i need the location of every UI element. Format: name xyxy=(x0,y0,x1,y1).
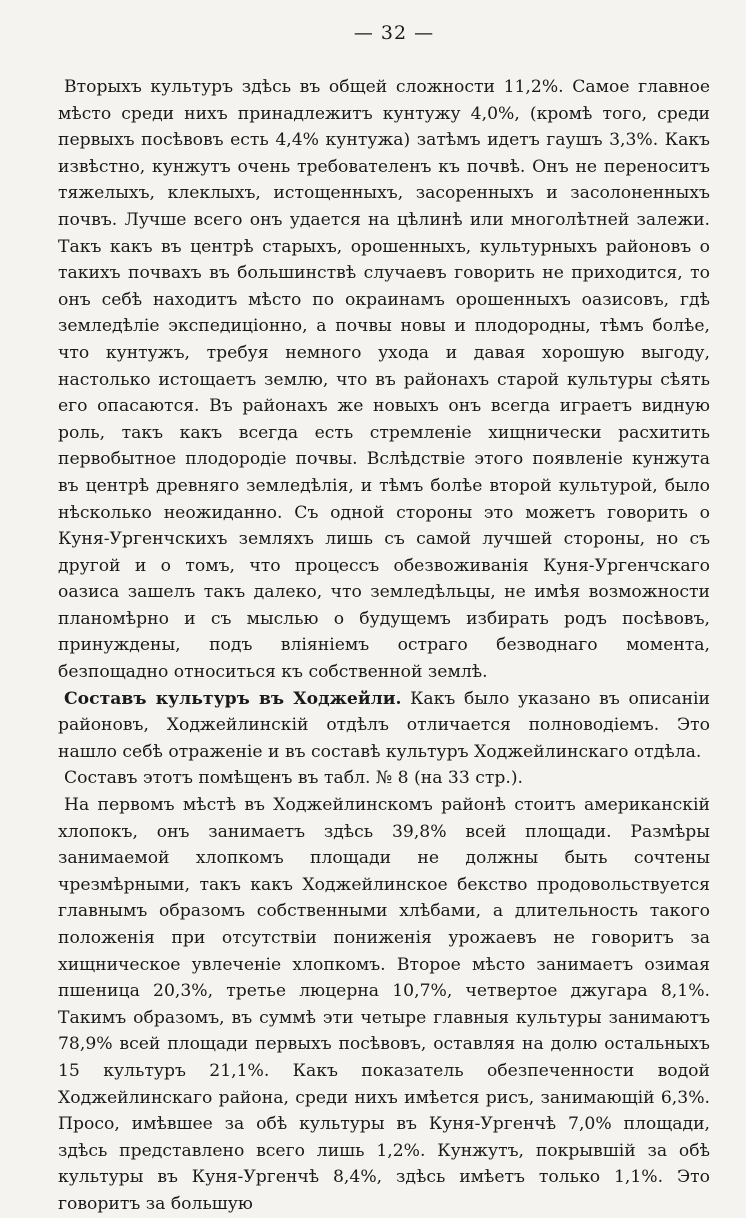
page-number: — 32 — xyxy=(353,22,435,44)
paragraph-4: На первомъ мѣстѣ въ Ходжейлинскомъ районѣ стоитъ американскій хлопокъ, онъ занимаетъ здѣсь 39,8% всей площади. Размѣры занимаемой хлопкомъ площади не должны быть сочтены чрезмѣрными, такъ какъ Ходжейлинское бекство продовольствуется главнымъ образомъ собственными хлѣбами, а длительность такого положенія при отсутствіи пониженія урожаевъ не говоритъ за хищническое увлеченіе хлопкомъ. Второе мѣсто занимаетъ озимая пшеница 20,3%, третье люцерна 10,7%, четвертое джугара 8,1%. Такимъ образомъ, въ суммѣ эти четыре главныя культуры занимаютъ 78,9% всей площади первыхъ посѣвовъ, оставляя на долю остальныхъ 15 культуръ 21,1%. Какъ показатель обезпеченности водой Ходжейлинскаго района, среди нихъ имѣется рисъ, занимающій 6,3%. Просо, имѣвшее за обѣ культуры въ Куня-Ургенчѣ 7,0% площади, здѣсь представлено всего лишь 1,2%. Кунжутъ, покрывшій за обѣ культуры въ Куня-Ургенчѣ 8,4%, здѣсь имѣетъ только 1,1%. Это говоритъ за большую xyxy=(58,795,710,1214)
paragraph-3: Составъ этотъ помѣщенъ въ табл. № 8 (на 33 стр.). xyxy=(64,768,524,789)
body-text xyxy=(58,74,710,1218)
paragraph-1: Вторыхъ культуръ здѣсь въ общей сложности 11,2%. Самое главное мѣсто среди нихъ принадлежитъ кунтужу 4,0%, (кромѣ того, среди первыхъ посѣвовъ есть 4,4% кунтужа) затѣмъ идетъ гаушъ 3,3%. Какъ извѣстно, кунжутъ очень требователенъ къ почвѣ. Онъ не переноситъ тяжелыхъ, клеклыхъ, истощенныхъ, засоренныхъ и засолоненныхъ почвъ. Лучше всего онъ удается на цѣлинѣ или многолѣтней залежи. Такъ какъ въ центрѣ старыхъ, орошенныхъ, культурныхъ районовъ о такихъ почвахъ въ большинствѣ случаевъ говорить не приходится, то онъ себѣ находитъ мѣсто по окраинамъ орошенныхъ оазисовъ, гдѣ земледѣліе экспедиціонно, а почвы новы и плодородны, тѣмъ болѣе, что кунтужъ, требуя немного ухода и давая хорошую выгоду, настолько истощаетъ землю, что въ районахъ старой культуры сѣять его опасаются. Въ районахъ же новыхъ онъ всегда играетъ видную роль, такъ какъ всегда есть стремленіе хищнически расхитить первобытное плодородіе почвы. Вслѣдствіе этого появленіе кунжута въ центрѣ древняго земледѣлія, и тѣмъ болѣе второй культурой, было нѣсколько неожиданно. Съ одной стороны это можетъ говорить о Куня-Ургенчскихъ земляхъ лишь съ самой лучшей стороны, но съ другой и о томъ, что процессъ обезвоживанія Куня-Ургенчскаго оазиса зашелъ такъ далеко, что земледѣльцы, не имѣя возможности планомѣрно и съ мыслью о будущемъ избирать родъ посѣвовъ, принуждены, подъ вліяніемъ остраго безводнаго момента, безпощадно относиться къ собственной землѣ. xyxy=(58,77,710,683)
section-heading: Составъ культуръ въ Ходжейли. xyxy=(64,688,402,709)
paragraph-2-text: Какъ было указано въ описаніи районовъ, Ходжейлинскій отдѣлъ отличается полноводіемъ. Это нашло себѣ отраженіе и въ составѣ культуръ Ходжейлинскаго отдѣла. xyxy=(58,688,711,762)
paragraph-2 xyxy=(58,686,710,766)
